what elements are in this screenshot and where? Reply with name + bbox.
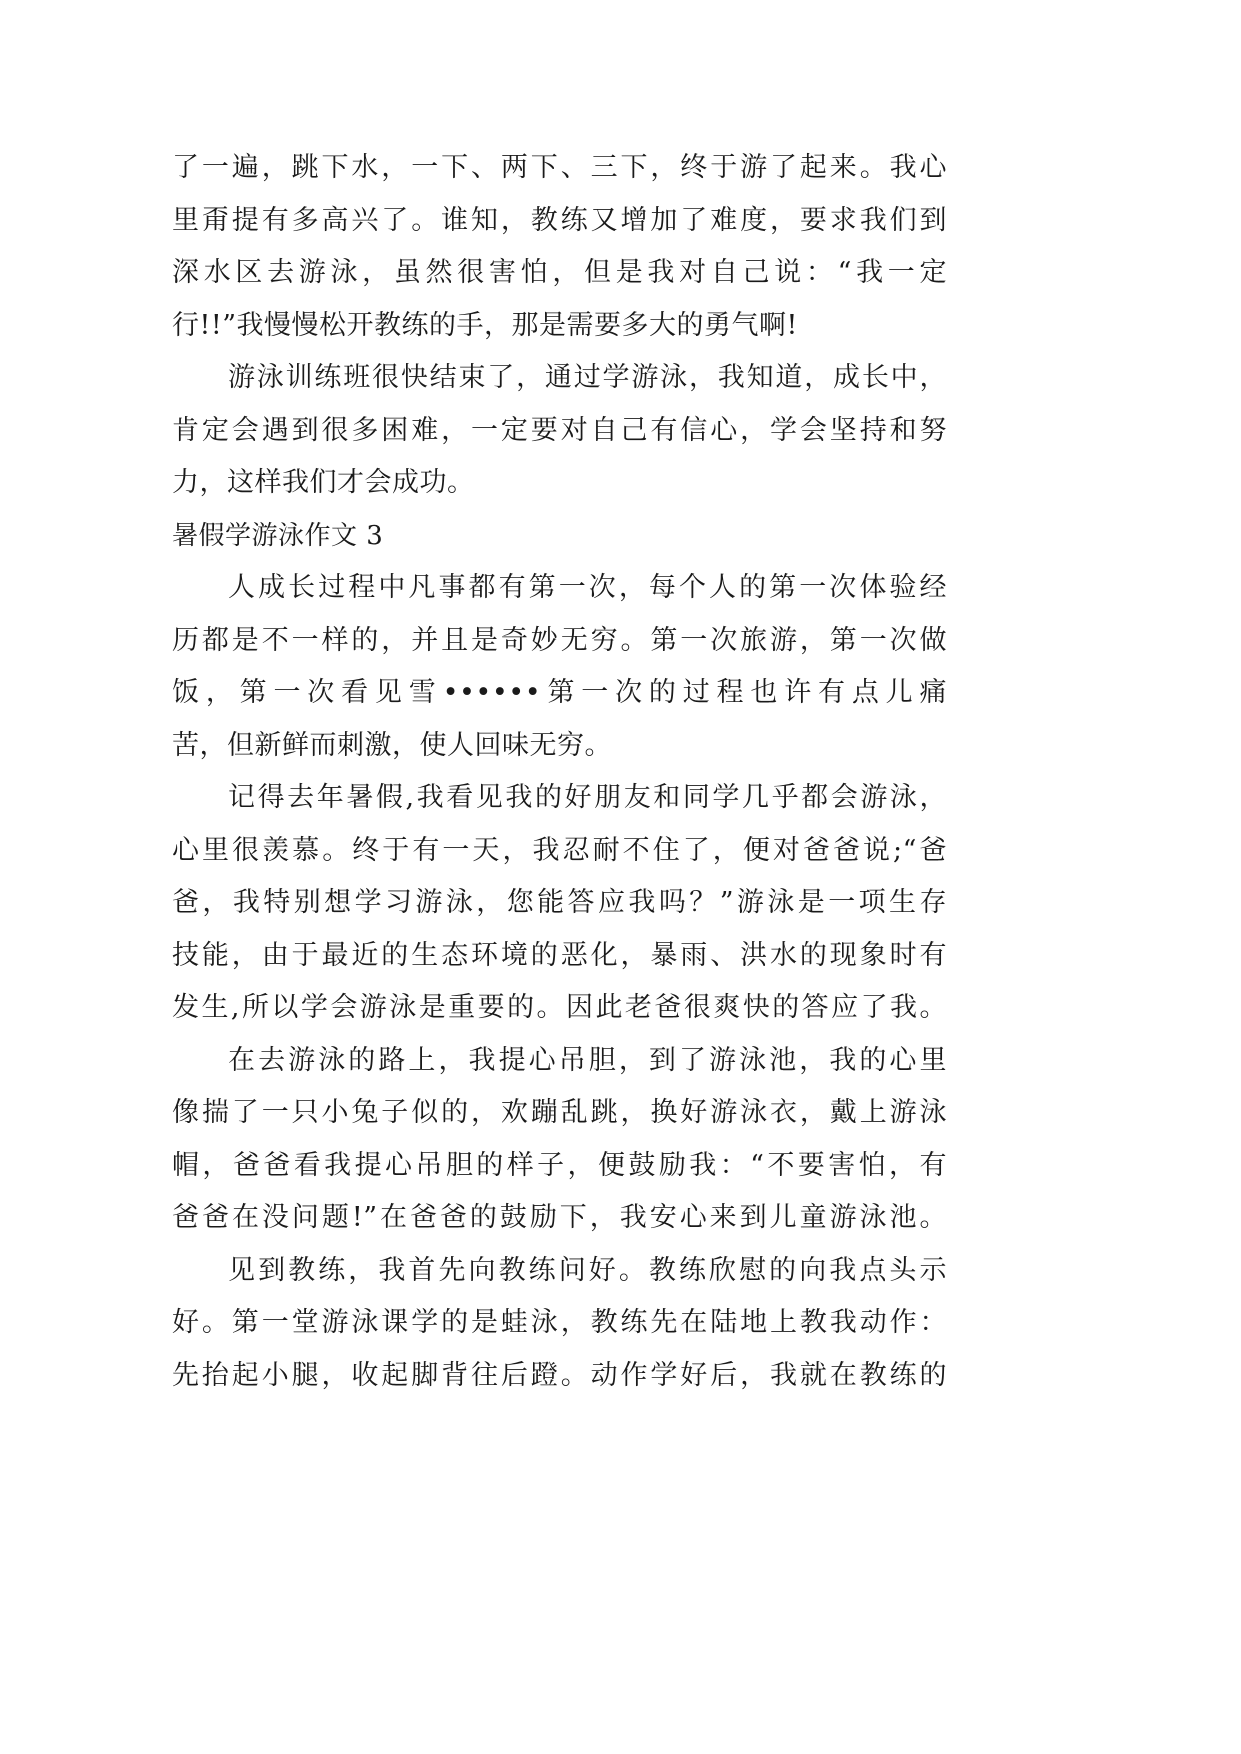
text-line: 肯定会遇到很多困难，一定要对自己有信心，学会坚持和努: [172, 414, 947, 446]
text-line: 好。第一堂游泳课学的是蛙泳，教练先在陆地上教我动作：: [172, 1307, 947, 1338]
paragraph-first-line: 人成长过程中凡事都有第一次，每个人的第一次体验经: [228, 572, 947, 603]
text-line: 发生,所以学会游泳是重要的。因此老爸很爽快的答应了我。: [172, 992, 947, 1023]
text-line: 苦，但新鲜而刺激，使人回味无穷。: [172, 729, 612, 761]
text-line: 里甭提有多高兴了。谁知，教练又增加了难度，要求我们到: [172, 204, 947, 236]
text-line: 深水区去游泳，虽然很害怕，但是我对自己说：“我一定: [172, 257, 947, 288]
paragraph-first-line: 在去游泳的路上，我提心吊胆，到了游泳池，我的心里: [228, 1044, 947, 1076]
paragraph-first-line: 见到教练，我首先向教练问好。教练欣慰的向我点头示: [228, 1254, 947, 1286]
text-line: 像揣了一只小兔子似的，欢蹦乱跳，换好游泳衣，戴上游泳: [172, 1097, 947, 1128]
text-line: 饭，第一次看见雪••••••第一次的过程也许有点儿痛: [172, 677, 947, 708]
section-heading: 暑假学游泳作文 3: [172, 520, 384, 551]
text-line: 先抬起小腿，收起脚背往后蹬。动作学好后，我就在教练的: [172, 1359, 947, 1391]
text-line: 技能，由于最近的生态环境的恶化，暴雨、洪水的现象时有: [172, 939, 947, 971]
text-line: 了一遍，跳下水，一下、两下、三下，终于游了起来。我心: [172, 152, 947, 183]
text-line: 历都是不一样的，并且是奇妙无穷。第一次旅游，第一次做: [172, 624, 947, 656]
paragraph-first-line: 记得去年暑假,我看见我的好朋友和同学几乎都会游泳，: [228, 782, 947, 813]
essay-text: [172, 142, 947, 1402]
text-line: 行!!”我慢慢松开教练的手，那是需要多大的勇气啊!: [172, 309, 798, 341]
text-line: 爸爸在没问题!”在爸爸的鼓励下，我安心来到儿童游泳池。: [172, 1202, 947, 1233]
text-line: 爸，我特别想学习游泳，您能答应我吗？”游泳是一项生存: [172, 887, 947, 918]
text-line: 心里很羡慕。终于有一天，我忍耐不住了，便对爸爸说;“爸: [172, 834, 947, 866]
paragraph-first-line: 游泳训练班很快结束了，通过学游泳，我知道，成长中，: [228, 362, 947, 393]
text-line: 力，这样我们才会成功。: [172, 467, 475, 498]
text-line: 帽，爸爸看我提心吊胆的样子，便鼓励我：“不要害怕，有: [172, 1149, 947, 1181]
